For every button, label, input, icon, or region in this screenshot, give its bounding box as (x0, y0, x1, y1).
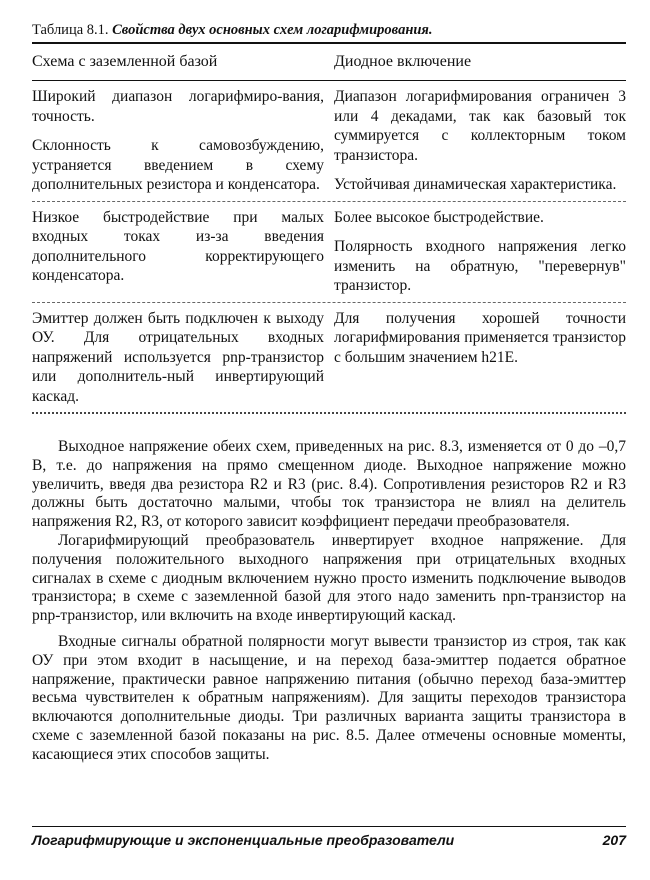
cell-text: Устойчивая динамическая характеристика. (334, 176, 617, 193)
table-header (32, 44, 626, 80)
header-diode-connection: Диодное включение (334, 53, 472, 70)
table-row (32, 202, 626, 302)
table-cell (32, 87, 324, 197)
cell-text: Широкий диапазон логарифмиро-вания, точность. (32, 88, 324, 125)
table-caption (32, 20, 626, 42)
table-cell (334, 309, 626, 409)
cell-text: Низкое быстродействие при малых входных токах из-за введения дополнительного корректирующего конденсатора. (32, 208, 324, 284)
table-cell (334, 208, 626, 298)
table-cell (334, 87, 626, 197)
table-caption-title: Свойства двух основных схем логарифмирования. (112, 22, 433, 38)
page (32, 20, 626, 765)
cell-text: Для получения хорошей точности логарифмирования применяется транзистор с большим значением h21E. (334, 309, 626, 366)
cell-text: Полярность входного напряжения легко изменить на обратную, "перевернув" транзистор. (334, 238, 626, 294)
body-text (32, 438, 626, 765)
cell-text: Более высокое быстродействие. (334, 208, 544, 226)
running-footer (32, 826, 626, 849)
page-number: 207 (602, 832, 626, 848)
table-cell (32, 309, 324, 409)
footer-title: Логарифмирующие и экспоненциальные преобразователи (32, 832, 455, 848)
cell-text: Склонность к самовозбуждению, устраняется введением в схему дополнительных резистора и конденсатора. (32, 137, 324, 193)
table-bottom-rule (32, 412, 626, 414)
cell-text: Диапазон логарифмирования ограничен 3 или 4 декадами, так как базовый ток суммируется с коллекторным током транзистора. (334, 88, 626, 164)
cell-text: Эмиттер должен быть подключен к выходу ОУ. Для отрицательных входных напряжений используется pnp-транзистор или дополнитель-ный инвертирующий каскад. (32, 309, 324, 405)
table-cell (32, 208, 324, 298)
table-row (32, 81, 626, 201)
paragraph: Выходное напряжение обеих схем, приведенных на рис. 8.3, изменяется от 0 до –0,7 В, т.е. до напряжения на прямо смещенном диоде. Выходное напряжение можно увеличить, введя два резистора R2 и R3 (рис. 8.4). Сопротивления резисторов R2 и R3 должны быть достаточно малыми, чтобы ток транзистора не влиял на делитель напряжения R2, R3, от которого зависит коэффициент передачи преобразователя. (32, 438, 626, 531)
table-caption-label: Таблица 8.1. (32, 22, 109, 38)
paragraph: Входные сигналы обратной полярности могут вывести транзистор из строя, так как ОУ при этом входит в насыщение, и на переход база-эмиттер подается обратное напряжение, практически равное напряжению питания (обычно переход база-эмиттер весьма чувствителен к обратным напряжениям). Для защиты переходов транзистора включаются дополнительные диоды. Три различных варианта защиты транзистора в схеме с заземленной базой показаны на рис. 8.5. Далее отмечены основные моменты, касающиеся этих способов защиты. (32, 632, 626, 763)
header-grounded-base: Схема с заземленной базой (32, 53, 218, 70)
paragraph: Логарифмирующий преобразователь инвертирует входное напряжение. Для получения положительного выходного напряжения при отрицательных входных сигналах в схеме с диодным включением нужно просто изменить подключение выводов транзистора; в схеме с заземленной базой для этого надо заменить npn-транзистор на pnp-транзистор, или включить на входе инвертирующий каскад. (32, 531, 626, 625)
table-row (32, 303, 626, 413)
